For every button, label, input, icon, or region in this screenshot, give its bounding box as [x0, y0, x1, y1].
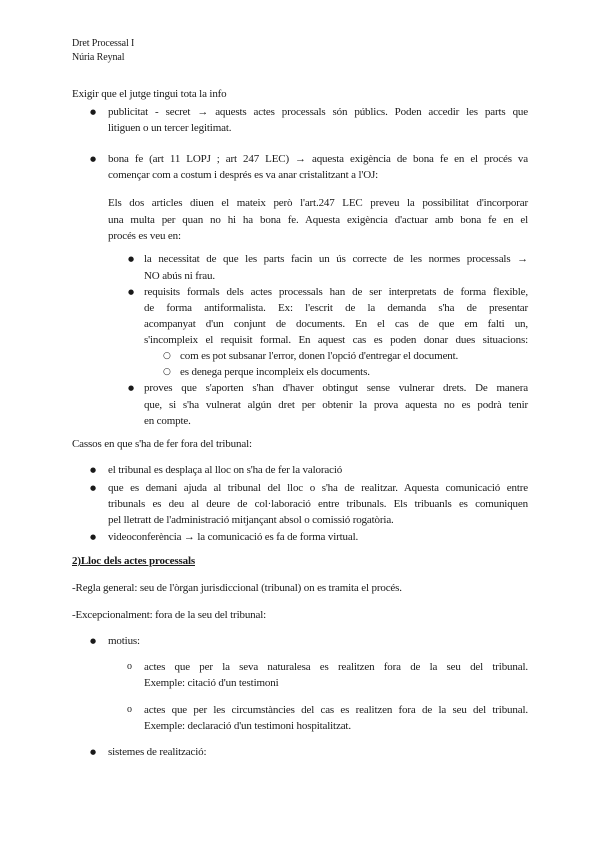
necessitat-line-2: NO abús ni frau. — [144, 270, 215, 282]
bullet-icon: ● — [128, 384, 135, 392]
motiu-2-line-2: Exemple: declaració d'un testimoni hospitalitzat. — [144, 720, 351, 732]
publicitat-line-1: publicitat - secret → aquests actes processals són públics. Poden accedir les parts que — [108, 106, 528, 118]
bona-fe-line-1: bona fe (art 11 LOPJ ; art 247 LEC) → aquesta exigència de bona fe en el procés va — [108, 153, 528, 165]
bullet-icon: ● — [90, 155, 97, 163]
proves-line-2: que, si s'ha vulnerat algún dret per obtenir la prova aquesta no es podrà tenir — [144, 399, 528, 411]
circle-bullet-icon: ○ — [163, 351, 171, 361]
requisits-line-3: acompanyat d'un conjunt de documents. En el cas de que em falti un, — [144, 318, 528, 330]
bullet-icon: ● — [90, 533, 97, 541]
circle-bullet-icon: ○ — [163, 367, 171, 377]
motiu-1-line-2: Exemple: citació d'un testimoni — [144, 677, 279, 689]
fora-item-3: videoconferència → la comunicació es fa de forma virtual. — [108, 531, 359, 543]
paragraph-line-2: una multa per quan no hi ha bona fe. Aquesta exigència d'actuar amb bona fe en el — [108, 214, 528, 226]
excepcionalment: -Excepcionalment: fora de la seu del tribunal: — [72, 609, 267, 621]
fora-item-2-line-2: tribunals es deu al deure de col·laboració entre tribunals. Els tribuanls es comuniquen — [108, 498, 528, 510]
fora-item-1: el tribunal es desplaça al lloc on s'ha de fer la valoració — [108, 464, 343, 476]
bullet-icon: ● — [90, 484, 97, 492]
o-bullet-icon: o — [127, 661, 132, 672]
bullet-icon: ● — [90, 108, 97, 116]
bullet-icon: ● — [90, 466, 97, 474]
section-2-heading: 2)Lloc dels actes processals — [72, 555, 195, 567]
bullet-icon: ● — [90, 637, 97, 645]
motiu-2-line-1: actes que per les circumstàncies del cas es realitzen fora de la seu del tribunal. — [144, 704, 528, 716]
document-header-author: Núria Reynal — [72, 52, 125, 63]
requisits-line-2: de forma antiformalista. Ex: l'escrit de la demanda s'ha de presentar — [144, 302, 528, 314]
regla-general: -Regla general: seu de l'òrgan jurisdiccional (tribunal) on es tramita el procés. — [72, 582, 402, 594]
fora-title: Cassos en que s'ha de fer fora del tribunal: — [72, 438, 252, 450]
bullet-icon: ● — [90, 748, 97, 756]
intro-line: Exigir que el jutge tingui tota la info — [72, 88, 227, 100]
situacio-2: es denega perque incompleix els documents. — [180, 366, 370, 378]
necessitat-line-1: la necessitat de que les parts facin un ús correcte de les normes processals → — [144, 253, 528, 265]
sistemes-label: sistemes de realització: — [108, 746, 207, 758]
document-header-title: Dret Processal I — [72, 38, 135, 49]
proves-line-3: en compte. — [144, 415, 191, 427]
fora-item-2-line-1: que es demani ajuda al tribunal del lloc o s'ha de realitzar. Aquesta comunicació entre — [108, 482, 528, 494]
o-bullet-icon: o — [127, 704, 132, 715]
proves-line-1: proves que s'aporten s'han d'haver obtingut sense vulnerar drets. De manera — [144, 382, 528, 394]
requisits-line-4: s'incompleix el requisit formal. En aquest cas es poden donar dues situacions: — [144, 334, 528, 346]
motius-label: motius: — [108, 635, 140, 647]
publicitat-line-2: litiguen o un tercer legitimat. — [108, 122, 232, 134]
bullet-icon: ● — [128, 255, 135, 263]
requisits-line-1: requisits formals dels actes processals han de ser interpretats de forma flexible, — [144, 286, 528, 298]
bullet-icon: ● — [128, 288, 135, 296]
fora-item-2-line-3: pel lletratt de l'administració mitjançant absol o comissió rogatòria. — [108, 514, 394, 526]
motiu-1-line-1: actes que per la seva naturalesa es realitzen fora de la seu del tribunal. — [144, 661, 528, 673]
bona-fe-line-2: començar com a costum i després es va anar cristalitzant a l'OJ: — [108, 169, 379, 181]
paragraph-line-3: procés es veu en: — [108, 230, 181, 242]
paragraph-line-1: Els dos articles diuen el mateix però l'art.247 LEC preveu la possibilitat d'incorporar — [108, 197, 528, 209]
situacio-1: com es pot subsanar l'error, donen l'opció d'entregar el document. — [180, 350, 459, 362]
